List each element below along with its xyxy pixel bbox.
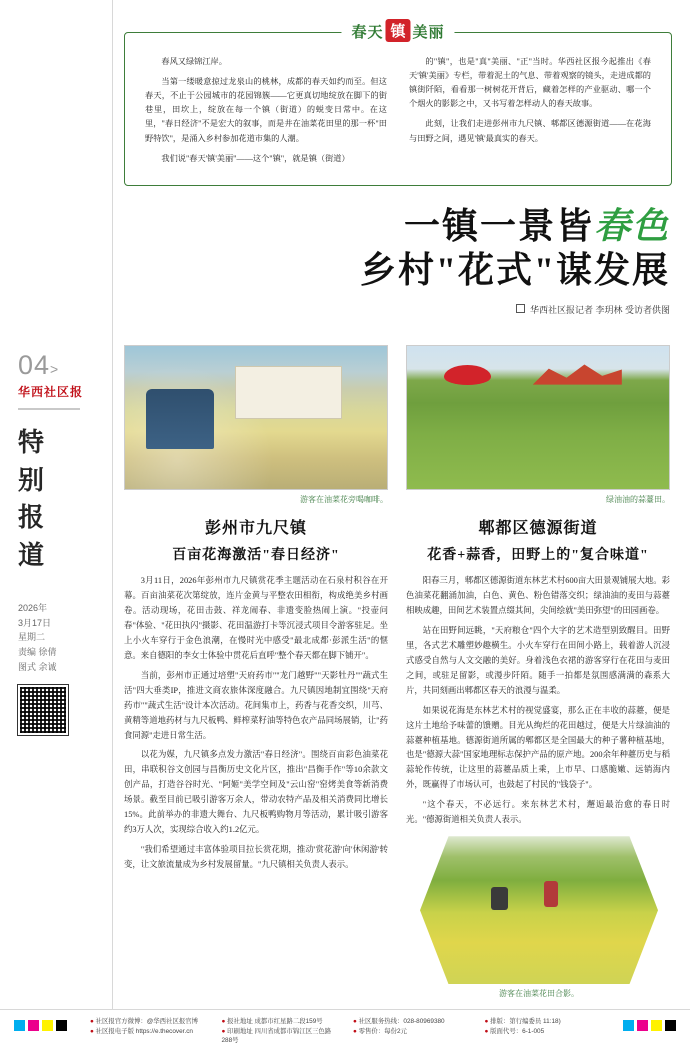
dot-icon: ● xyxy=(90,1027,94,1035)
headline-block xyxy=(124,205,670,316)
page-arrow-icon: > xyxy=(50,361,60,377)
headline-line-1-green: 春色 xyxy=(593,206,670,246)
intro-paragraph: 当第一缕暖意掠过龙泉山的桃林，成都的春天如约而至。但这春天，不止于公园城市的花园锦簇——它更真切地绽放在脚下的街巷里，田坎上，绽放在每一个镇（街道）的蜕变日常中。在这里，"春日经济"不是宏大的叙事，而是井在油菜花田里的那一杯"田野特饮"，是涌入乡村参加花道市集的人潮。 xyxy=(145,77,387,143)
date-line-4: 责编 徐倩 xyxy=(18,647,57,658)
dot-icon: ● xyxy=(353,1018,357,1025)
intro-banner-mid: 镇 xyxy=(385,19,410,42)
date-line-1: 2026年 xyxy=(18,602,48,613)
footer-line: ● 印刷地址 四川省成都市锦江区三色路288号 xyxy=(221,1027,332,1045)
masthead-small: 华西社区报 xyxy=(18,385,84,399)
page-number: 04> xyxy=(18,350,60,380)
intro-banner xyxy=(341,20,454,43)
vtitle-char-1: 特 xyxy=(18,428,47,457)
left-article-subtitle: 百亩花海激活"春日经济" xyxy=(172,548,340,563)
cmyk-registration-left xyxy=(14,1020,67,1031)
article-paragraph: "我们希望通过丰富体验项目拉长赏花期，推动'赏花游'向'休闲游'转变，让文旅流量成为乡村发展留量。"九尺镇相关负责人表示。 xyxy=(124,845,388,870)
intro-column-left xyxy=(145,55,387,172)
footer-line: ● 零售价：每份2元 xyxy=(353,1027,407,1035)
dot-icon: ● xyxy=(221,1018,226,1025)
article-body xyxy=(124,345,670,999)
intro-paragraph: 的"镇"，也是"真"美丽、"正"当时。华西社区报今起推出《春天'镇'美丽》专栏，带着泥土的气息、带着观察的镜头，走进成都的镇街阡陌，看看那一树树花开背后，藏着怎样的产业驱动、哪一个个烟火的影影之中，又书写着怎样动人的春天故事。 xyxy=(409,57,651,109)
page-footer xyxy=(0,1009,690,1050)
article-paragraph: 当前，彭州市正通过培塑"天府药市""龙门越野""天影牡丹""蔬式生活"四大垂类IP，推进文商农旅体深度融合。九尺镇因地制宜围绕"天府药市""蔬式生活"设计本次活动。花间集市上，药香与花香交织，川芎、黄精等道地药材与九尺板鸭、鲜榨菜籽油等特色农产品同场展销，让"药食同源"走进日常生活。 xyxy=(124,670,388,740)
qr-code-icon[interactable] xyxy=(18,685,68,735)
byline-text: 华西社区报记者 李玥林 受访者供图 xyxy=(529,304,670,315)
intro-paragraph: 春风又绿锦江岸。 xyxy=(161,57,227,66)
intro-banner-right: 美丽 xyxy=(412,25,445,41)
footer-column-4 xyxy=(485,1017,601,1046)
footer-column-1 xyxy=(90,1017,206,1046)
intro-banner-left: 春天 xyxy=(351,25,384,41)
intro-paragraph: 此刻，让我们走进彭州市九尺镇、郫都区德源街道——在花海与田野之间，遇见'镇'最真实的春天。 xyxy=(409,119,651,143)
cmyk-registration-right xyxy=(623,1020,676,1031)
headline-line-2: 乡村"花式"谋发展 xyxy=(360,249,670,290)
intro-column-right xyxy=(409,55,651,172)
left-rail xyxy=(0,0,113,1010)
left-article-title: 彭州市九尺镇 xyxy=(204,520,307,537)
square-bullet-icon xyxy=(516,304,525,313)
vtitle-char-2: 别 xyxy=(18,465,47,495)
article-paragraph: 站在田野间远眺，"天府粮仓"四个大字的艺术造型别致醒目。田野里，各式艺术雕塑妙趣横生。小火车穿行在田间小路上，载着游人沉浸式感受自然与人文交融的美好。身着浅色衣裙的游客穿行在花田与麦田之间，或驻足留影，或漫步阡陌。随手一拍都是氛围感满满的森系大片，共同刻画出郫都区春天的浪漫与温柔。 xyxy=(406,625,670,695)
byline xyxy=(124,303,670,316)
footer-column-3 xyxy=(353,1017,469,1046)
photo-tourists-coffee xyxy=(124,345,388,490)
dot-icon: ● xyxy=(484,1018,489,1025)
photo-caption: 绿油油的蒜薹田。 xyxy=(606,495,670,504)
intro-paragraph: 我们说"春天'镇'美丽"——这个"镇"，就是镇（街道） xyxy=(161,153,350,163)
article-paragraph: 如果说花海是东林艺术村的视觉盛宴，那么正在丰收的蒜薹，便是这片土地给予味蕾的馈赠。目光从绚烂的花田越过，便是大片绿油油的蒜薹种植基地。德源街道所属的郫都区是全国最大的种子薯种植基地，也是"德源大蒜"国家地理标志保护产品的原产地。200余年种薹历史与稻蒜轮作传统，让这里的蒜薹品质上乘，上市早、口感脆嫩、远销海内外，既赢得了市场认可，也鼓起了村民的"钱袋子"。 xyxy=(406,705,670,790)
photo-caption: 游客在油菜花旁喝咖啡。 xyxy=(300,495,388,504)
date-line-2: 3月17日 xyxy=(18,617,52,628)
issue-date-block xyxy=(0,601,111,675)
article-column-left xyxy=(124,345,388,995)
photo-family-rapeseed-wrapper xyxy=(420,836,658,999)
headline-line-1 xyxy=(124,205,670,249)
dot-icon: ● xyxy=(353,1027,357,1035)
date-line-5: 图式 余诚 xyxy=(18,662,57,673)
footer-line: ● 排版：第行编委员 11:18) xyxy=(484,1018,561,1025)
dot-icon: ● xyxy=(484,1027,489,1035)
footer-line: ● 社区服务热线：028-80969380 xyxy=(353,1018,445,1025)
article-paragraph: 阳春三月，郫都区德源街道东林艺术村600亩大田景观铺展大地。彩色油菜花翻涌加油，白色、黄色、粉色错落交织；绿油油的麦田与蒜薹相映成趣，田间艺术装置点缀其间，尖间绘就"美田弥望"的田园画卷。 xyxy=(406,576,670,615)
dot-icon: ● xyxy=(90,1018,94,1025)
date-line-3: 星期二 xyxy=(18,632,46,643)
photo-garlic-field xyxy=(406,345,670,490)
vtitle-char-3: 报 xyxy=(18,503,47,533)
right-article-title: 郫都区德源街道 xyxy=(478,520,598,537)
footer-line: ● 社区报官方微博：@华西社区报官博 xyxy=(90,1018,199,1025)
article-paragraph: "这个春天，不必远行。来东林艺术村，邂逅最治愈的春日时光。"德源街道相关负责人表示。 xyxy=(406,800,670,825)
photo-family-rapeseed xyxy=(420,836,658,984)
article-column-right xyxy=(406,345,670,999)
photo-caption: 游客在油菜花田合影。 xyxy=(499,989,579,999)
footer-column-2 xyxy=(222,1017,338,1046)
footer-line: ● 社区报电子版 https://e.thecover.cn xyxy=(90,1027,193,1035)
headline-line-1-black: 一镇一景皆 xyxy=(403,206,594,246)
vtitle-char-4: 道 xyxy=(18,541,47,571)
article-paragraph: 以花为媒，九尺镇多点发力激活"春日经济"。围绕百亩彩色油菜花田，串联积谷文创园与昌衡历史文化片区，推出"昌衡手作"等10余款文创产品，打造谷谷时光、"阿姬"美学空间及"云山窑"窑烤美食等新消费场景。截至目前已吸引游客万余人，带动农特产品及相关消费同比增长15%。此前举办的非遗大舞台、九尺板鸭购物月等活动，累计吸引游客约3万人次，实现综合收入约1.2亿元。 xyxy=(124,750,388,835)
article-paragraph: 3月11日，2026年彭州市九尺镇赏花季主题活动在石泉村积谷在开幕。百亩油菜花次第绽放，连片金黄与平整农田相衔，构成绝美乡村画卷。活动现场，花田击鼓、祥龙闹春、非遗变脸热闹上演。"投壶问春"体验、"花田执闪"摄影、花田温游打卡等沉浸式项目令游客驻足。坐上小火车穿行于金色浪潮，在慢时光中感受"最北成都·彭派生活"的惬意。来自德阳的李女士体验中贯花后直呼"整个春天都在脚下铺开"。 xyxy=(124,576,388,660)
section-vertical-title xyxy=(0,424,111,575)
right-article-subtitle: 花香+蒜香，田野上的"复合味道" xyxy=(427,548,649,563)
rail-divider xyxy=(18,408,80,410)
dot-icon: ● xyxy=(221,1027,226,1035)
intro-box xyxy=(124,24,672,186)
footer-line: ● 报社地址 成都市红星路二段159号 xyxy=(221,1018,323,1025)
footer-line: ● 版面代号：6-1-005 xyxy=(484,1027,545,1035)
